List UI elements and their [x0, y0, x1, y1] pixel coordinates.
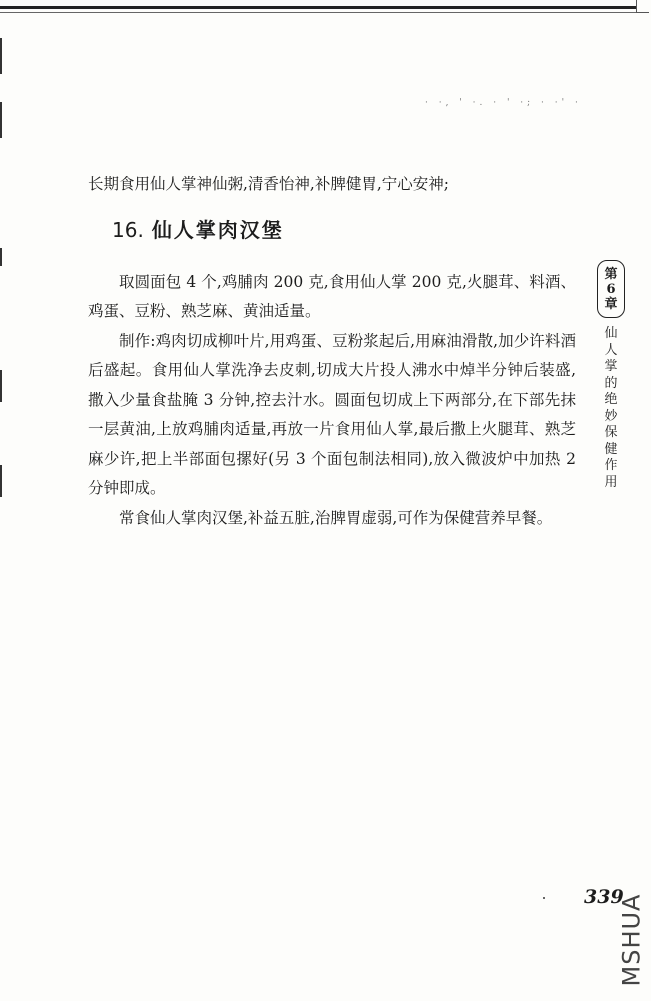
margin-mark: [0, 102, 2, 138]
recipe-title: 仙人掌肉汉堡: [151, 217, 284, 242]
margin-mark: [0, 370, 2, 402]
margin-mark: [0, 248, 2, 266]
method-paragraph: 制作:鸡肉切成柳叶片,用鸡蛋、豆粉浆起后,用麻油滑散,加少许料酒后盛起。食用仙人掌洗净去皮刺,切成大片投人沸水中焯半分钟后装盛,撒入少量食盐腌 3 分钟,控去汁水。圆面包切成上下两部分,在下部先抹一层黄油,上放鸡脯肉适量,再放一片食用仙人掌,最后撒上火腿茸、熟芝麻少许,把上半部面包摞好(另 3 个面包制法相同),放入微波炉中加热 2 分钟即成。: [88, 331, 576, 497]
page-number: 339: [584, 886, 624, 908]
scan-speckle: · ·, ' ·. · ' ·; · ·' ·: [425, 98, 582, 108]
ingredients-paragraph: 取圆面包 4 个,鸡脯肉 200 克,食用仙人掌 200 克,火腿茸、料酒、鸡蛋、豆粉、熟芝麻、黄油适量。: [88, 272, 576, 320]
recipe-number: 16.: [112, 217, 144, 242]
chapter-suffix: 章: [604, 296, 618, 312]
top-rule-thin: [0, 12, 636, 13]
margin-mark: [0, 465, 2, 497]
chapter-title: 仙人掌的绝妙保健作用: [604, 326, 618, 490]
page-body: [88, 170, 576, 533]
top-rule: [0, 6, 636, 9]
scan-dot: [543, 897, 545, 899]
watermark-text: MSHUA: [617, 893, 646, 987]
benefit-paragraph: 常食仙人掌肉汉堡,补益五脏,治脾胃虚弱,可作为保健营养早餐。: [119, 508, 553, 527]
watermark: [612, 885, 650, 995]
chapter-tab: [597, 260, 625, 318]
chapter-prefix: 第: [604, 266, 618, 282]
corner-mark: [636, 0, 649, 13]
recipe-heading: [112, 214, 576, 250]
intro-paragraph: 长期食用仙人掌神仙粥,清香怡神,补脾健胃,宁心安神;: [88, 175, 450, 193]
margin-mark: [0, 38, 2, 74]
chapter-number: 6: [606, 281, 616, 297]
